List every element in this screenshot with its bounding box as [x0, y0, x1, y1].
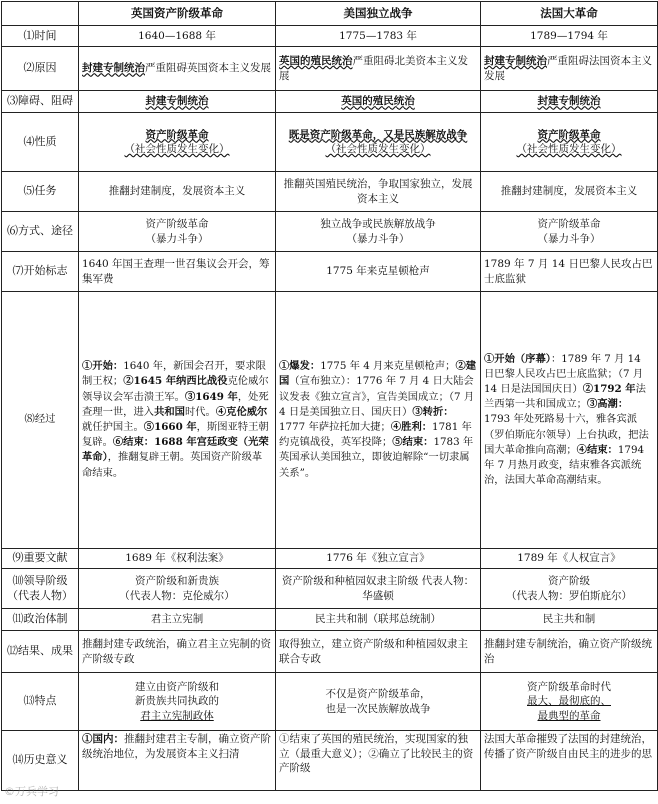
process-step-key: ②建国	[279, 360, 477, 388]
process-step	[279, 360, 455, 372]
row-nature	[2, 113, 658, 172]
row-meaning	[2, 731, 658, 791]
cell: 封建专制统治	[481, 91, 658, 113]
row-start	[2, 252, 658, 292]
cell-text: （社会性质发生变化）	[325, 143, 431, 155]
process-cell-french	[481, 292, 658, 549]
cell-text: （代表人物：克伦威尔）	[119, 589, 235, 602]
cell-line: 君主立宪制政体	[140, 709, 214, 722]
process-step-text: 1793 年处死路易十六，雅各宾派（罗伯斯庇尔领导）上台执政，把法国大革命推向高潮；	[484, 413, 649, 456]
process-step-text: 1640 年，新国会召开，要求限制王权；	[82, 360, 266, 388]
row-label: ⑴时间	[2, 26, 79, 47]
cell	[481, 47, 658, 91]
cell	[276, 673, 481, 731]
cell-text: （社会性质发生变化）	[124, 143, 230, 155]
cell: 推翻封建制度，发展资本主义	[79, 172, 276, 212]
row-cause	[2, 47, 658, 91]
cell: 君主立宪制	[79, 609, 276, 631]
process-step-text: 1783 年英国承认美国独立，即彼迫解除“一切隶属关系”。	[279, 436, 474, 479]
cell: 推翻英国殖民统治，争取国家独立，发展资本主义	[276, 172, 481, 212]
cell-text: （暴力斗争）	[346, 232, 410, 245]
cell: 法国大革命摧毁了法国的封建统治，传播了资产阶级自由民主的进步的思	[481, 731, 658, 791]
cell-key: 资产阶级革命	[145, 128, 209, 141]
process-cell-american	[276, 292, 481, 549]
cell: 1776 年《独立宣言》	[276, 549, 481, 569]
cell-key: 既是资产阶级革命，又是民族解放战争	[288, 128, 468, 141]
process-step-text: 时代。	[184, 405, 216, 418]
watermark: ©万兵学习	[4, 785, 59, 798]
process-step-text: ：1789 年 7 月 14 日巴黎人民攻占巴士底监狱；（7 月 14 日是法国国庆日）	[484, 352, 644, 395]
cell	[79, 731, 276, 791]
cell	[79, 569, 276, 609]
cell-key: 英国的殖民统治	[279, 55, 353, 67]
cell: 民主共和制	[481, 609, 658, 631]
process-step-key: ④胜利：	[390, 421, 433, 433]
row-task	[2, 172, 658, 212]
cell-text: （暴力斗争）	[537, 232, 601, 245]
row-obstacle	[2, 91, 658, 113]
cell-line: 最大、最彻底的、	[527, 695, 611, 708]
row-label: ⑸任务	[2, 172, 79, 212]
row-result	[2, 631, 658, 673]
process-step-key: ①爆发：	[279, 360, 321, 373]
comparison-table	[1, 1, 658, 791]
row-feature	[2, 673, 658, 731]
cell: 推翻封建制度，发展资本主义	[481, 172, 658, 212]
process-list	[484, 352, 654, 489]
cell: 1640 年国王查理一世召集议会开会，筹集军费	[79, 252, 276, 292]
row-process	[2, 292, 658, 549]
row-leader	[2, 569, 658, 609]
cell-text: 推翻封建君主专制，确立资产阶级统治地位，为发展资本主义扫清	[82, 733, 271, 760]
cell-line: 新贵族共同执政的	[135, 695, 219, 708]
cell-key: 资产阶级	[548, 575, 590, 587]
cell: 1775—1783 年	[276, 26, 481, 47]
row-label: ⑿结果、成果	[2, 631, 79, 673]
cell	[79, 212, 276, 252]
cell-key: 资产阶级和新贵族	[135, 575, 219, 587]
process-list	[279, 359, 477, 481]
cell-key: 封建专制统治	[484, 55, 547, 67]
cell	[276, 212, 481, 252]
cell: 1789 年《人权宣言》	[481, 549, 658, 569]
header-french-revolution: 法国大革命	[481, 2, 658, 26]
cell	[481, 212, 658, 252]
header-row	[2, 2, 658, 26]
cell	[79, 47, 276, 91]
row-method	[2, 212, 658, 252]
process-step	[154, 406, 216, 418]
row-label: ⑶障碍、阻碍	[2, 91, 79, 113]
row-polity	[2, 609, 658, 631]
process-step-text: 1794 年 7 月热月政变，结束雅各宾派统治，法国大革命高潮结束。	[484, 443, 645, 487]
row-label: ⑻经过	[2, 292, 79, 549]
cell-text: （社会性质发生变化）	[516, 143, 622, 155]
cell: 英国的殖民统治	[276, 91, 481, 113]
process-step-key: ⑤结束：	[392, 436, 434, 449]
row-label: ⒀特点	[2, 673, 79, 731]
cell-text: （代表人物：罗伯斯庇尔）	[506, 589, 632, 602]
cell: ①结束了英国的殖民统治，实现国家的独立（最重大意义）；②确立了比较民主的资产阶级	[276, 731, 481, 791]
row-label: ⑼重要文献	[2, 549, 79, 569]
row-label: ⑺开始标志	[2, 252, 79, 292]
cell: 1789—1794 年	[481, 26, 658, 47]
process-step-key: ③转折：	[412, 405, 454, 418]
row-label: ⑾政治体制	[2, 609, 79, 631]
process-step-key: ②1792 年	[582, 382, 636, 395]
row-time	[2, 26, 658, 47]
row-label: ⑵原因	[2, 47, 79, 91]
process-cell-english	[79, 292, 276, 549]
cell: 1640—1688 年	[79, 26, 276, 47]
cell	[481, 569, 658, 609]
row-label: ⒁历史意义	[2, 731, 79, 791]
cell-line: 最典型的革命	[537, 709, 601, 722]
process-list	[82, 359, 272, 481]
process-step-key: ⑥结束：1688 年宫廷政变（光荣革命）	[82, 436, 269, 464]
row-document	[2, 549, 658, 569]
process-step-text: 1781 年约克镇战役，英军投降；	[279, 421, 472, 449]
cell: 取得独立，建立资产阶级和种植园奴隶主联合专政	[276, 631, 481, 673]
cell-key: 独立战争或民族解放战争	[320, 218, 436, 230]
process-step-text: 法兰西第一共和国成立；	[484, 382, 646, 411]
cell-key: 资产阶级革命	[537, 218, 601, 230]
row-label: ⑷性质	[2, 113, 79, 172]
cell: 推翻封建专制统治，确立资产阶级统治	[481, 631, 658, 673]
cell-text: 严重阻碍英国资本主义发展	[145, 62, 271, 75]
cell-line: 建立由资产阶级和	[135, 680, 219, 693]
cell: 民主共和制（联邦总统制）	[276, 609, 481, 631]
cell	[79, 673, 276, 731]
process-step-text: ，斯图亚特王朝复辟。	[82, 421, 269, 449]
cell-line: 资产阶级革命时代	[527, 680, 611, 693]
cell-text: （暴力斗争）	[145, 232, 209, 245]
process-step-key: ②1645 年纳西比战役	[123, 375, 228, 388]
process-step-text: 1777 年萨拉托加大捷；	[279, 421, 391, 433]
cell	[276, 47, 481, 91]
cell-line: 不仅是资产阶级革命，	[325, 688, 431, 700]
process-step-text: ，推翻复辟王朝。英国资产阶级革命结束。	[82, 451, 263, 479]
cell	[481, 113, 658, 172]
process-step-key: ③1649 年	[184, 390, 238, 403]
cell-key: 资产阶级革命	[145, 218, 209, 230]
cell-text: 严重阻碍北美资本主义发展	[279, 55, 468, 82]
process-step-key: ③高潮：	[586, 398, 629, 411]
cell-key: 资产阶级革命	[537, 128, 601, 141]
row-label: ⑹方式、途径	[2, 212, 79, 252]
process-step-text: （宣布独立）：1776 年 7 月 4 日大陆会议发表《独立宣言》，宣告美国成立；（7 月 4 日是美国独立日、国庆日）	[279, 375, 475, 418]
cell	[79, 113, 276, 172]
cell: 1775 年来克星顿枪声	[276, 252, 481, 292]
header-english-revolution: 英国资产阶级革命	[79, 2, 276, 26]
process-step-key: ④克伦威尔	[215, 405, 268, 418]
cell: 1789 年 7 月 14 日巴黎人民攻占巴士底监狱	[481, 252, 658, 292]
cell: 推翻封建专政统治，确立君主立宪制的资产阶级专政	[79, 631, 276, 673]
process-step-key: ④结束：	[576, 443, 618, 456]
cell-key: 封建专制统治	[82, 62, 145, 75]
cell	[276, 113, 481, 172]
cell-key: ①国内：	[82, 733, 124, 745]
cell: 封建专制统治	[79, 91, 276, 113]
row-label: ⑽领导阶级（代表人物）	[2, 569, 79, 609]
header-corner	[2, 2, 79, 26]
cell	[481, 673, 658, 731]
process-step-text: 1775 年 4 月来克星顿枪声；	[320, 360, 456, 373]
cell-line: 也是一次民族解放战争	[325, 702, 431, 715]
cell-text: 严重阻碍法国资本主义发展	[484, 55, 652, 82]
cell: 资产阶级和种植园奴隶主阶级 代表人物：华盛顿	[276, 569, 481, 609]
process-step-text: 就任护国主。	[82, 421, 144, 433]
process-step-text: 克伦威尔领导议会军击溃王军。	[82, 375, 269, 403]
process-step-key: ⑤1660 年	[143, 421, 197, 433]
process-step-text: ，处死查理一世，进入	[82, 390, 269, 418]
process-step-key: ①开始：	[82, 360, 124, 373]
process-step-key: ①开始（序幕）	[484, 352, 551, 365]
header-american-war: 美国独立战争	[276, 2, 481, 26]
cell: 1689 年《权利法案》	[79, 549, 276, 569]
process-step-key: 共和国	[154, 405, 185, 418]
